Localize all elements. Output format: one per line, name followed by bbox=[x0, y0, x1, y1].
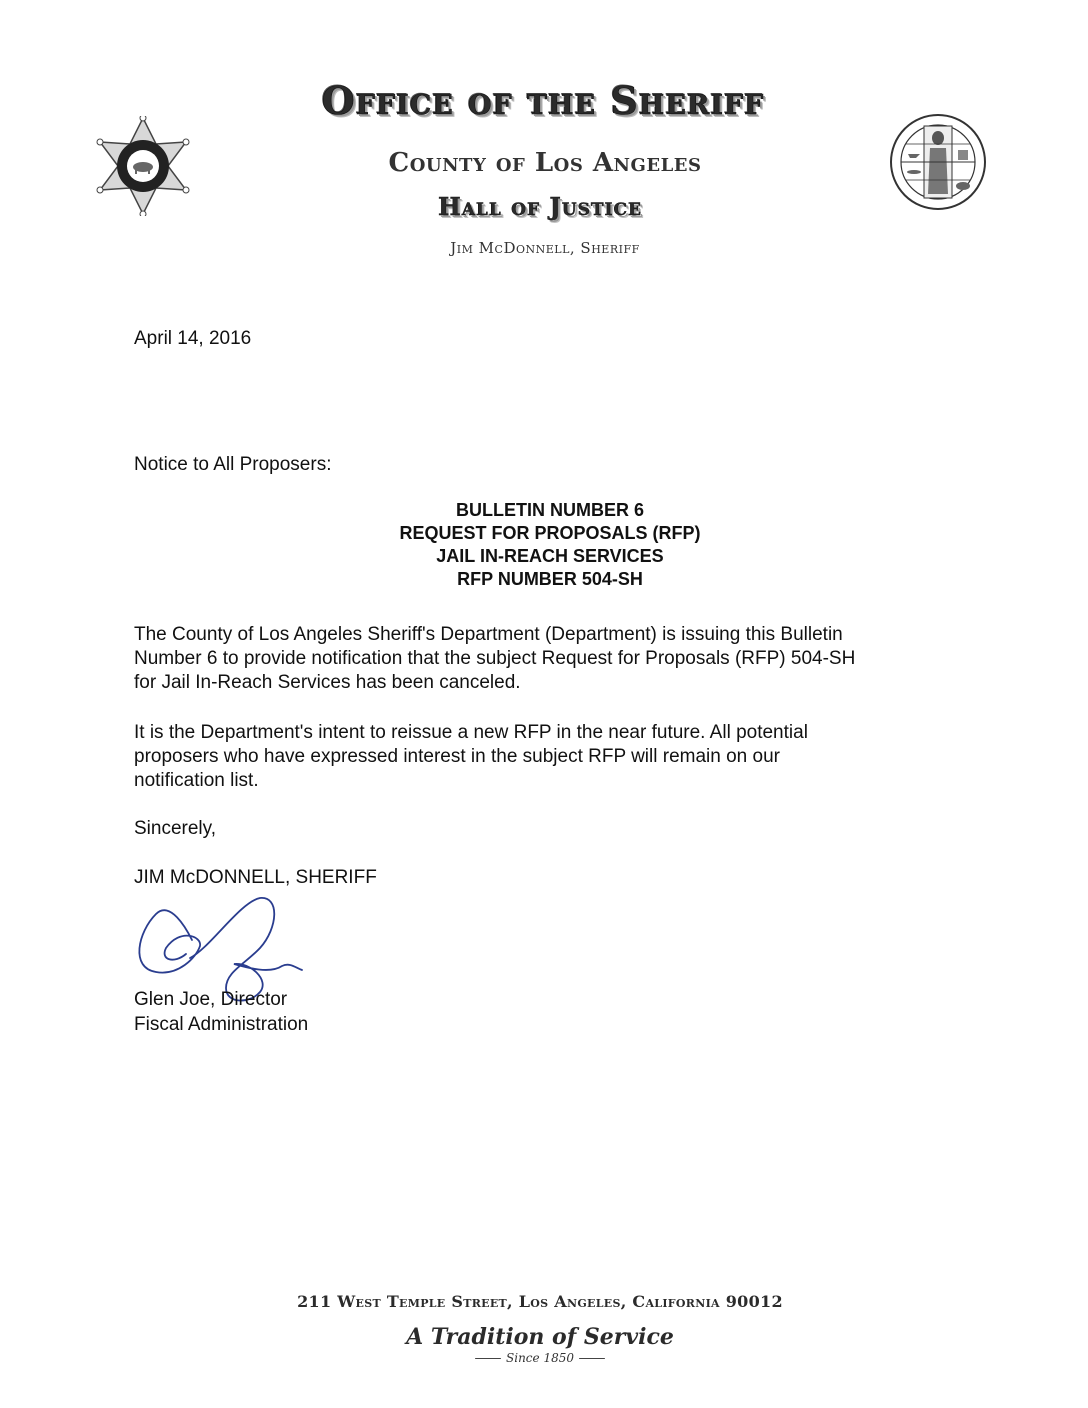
footer-motto: A Tradition of Service bbox=[406, 1324, 674, 1350]
paragraph-line: notification list. bbox=[134, 770, 259, 791]
since-text: Since 1850 bbox=[506, 1351, 574, 1365]
paragraph-line: The County of Los Angeles Sheriff's Department (Department) is issuing this Bulletin bbox=[134, 624, 843, 645]
flourish-right-icon bbox=[579, 1358, 605, 1359]
letterhead-title: Office of the Sheriff bbox=[321, 78, 765, 123]
letterhead-building: Hall of Justice bbox=[438, 192, 642, 221]
sheriff-star-badge-icon bbox=[88, 116, 198, 216]
paragraph-line: for Jail In-Reach Services has been canceled. bbox=[134, 672, 521, 693]
footer-address: 211 West Temple Street, Los Angeles, California 90012 bbox=[297, 1292, 783, 1311]
director-name: Glen Joe, Director bbox=[134, 989, 288, 1010]
bulletin-heading bbox=[300, 499, 800, 591]
letter-salutation: Notice to All Proposers: bbox=[134, 454, 332, 475]
county-seal-icon bbox=[878, 112, 998, 212]
flourish-left-icon bbox=[475, 1358, 501, 1359]
paragraph-cancellation bbox=[134, 623, 964, 695]
paragraph-line: proposers who have expressed interest in the subject RFP will remain on our bbox=[134, 746, 780, 767]
letterhead-sheriff-name: Jim McDonnell, Sheriff bbox=[450, 239, 640, 257]
director-department: Fiscal Administration bbox=[134, 1014, 309, 1035]
heading-line: REQUEST FOR PROPOSALS (RFP) bbox=[399, 523, 701, 543]
footer-since bbox=[470, 1349, 610, 1367]
heading-line: BULLETIN NUMBER 6 bbox=[456, 500, 644, 520]
letter-date: April 14, 2016 bbox=[134, 328, 252, 349]
paragraph-line: It is the Department's intent to reissue a new RFP in the near future. All potential bbox=[134, 722, 808, 743]
letter-closing: Sincerely, bbox=[134, 818, 217, 839]
paragraph-line: Number 6 to provide notification that the subject Request for Proposals (RFP) 504-SH bbox=[134, 648, 856, 669]
heading-line: RFP NUMBER 504-SH bbox=[457, 569, 643, 589]
heading-line: JAIL IN-REACH SERVICES bbox=[436, 546, 664, 566]
signer-name: JIM McDONNELL, SHERIFF bbox=[134, 867, 377, 888]
paragraph-reissue bbox=[134, 721, 964, 793]
letterhead-county: County of Los Angeles bbox=[388, 148, 702, 178]
